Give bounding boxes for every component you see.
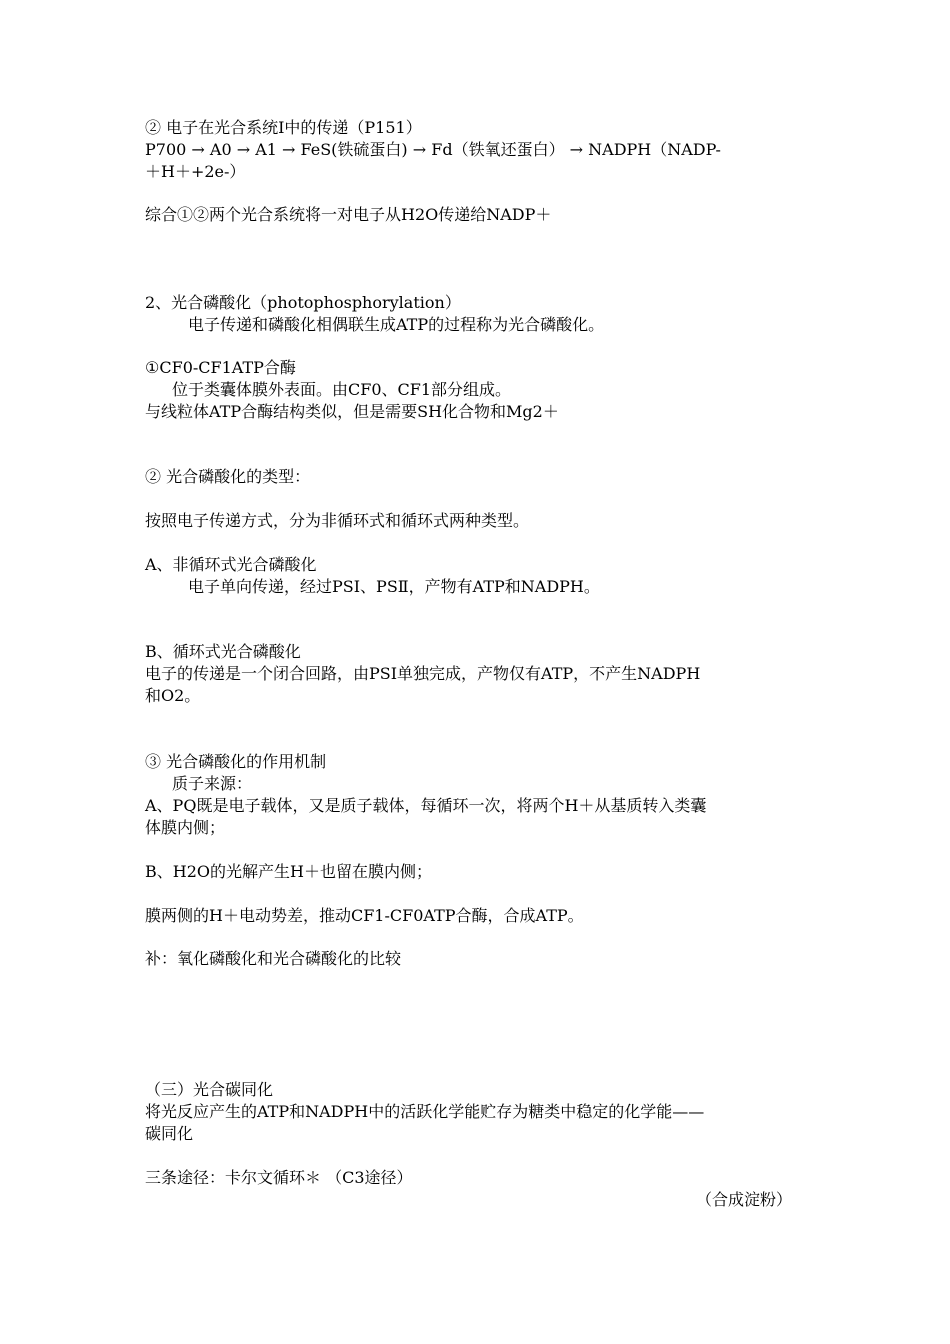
text-line: 三条途径：卡尔文循环＊ （C3途径）	[145, 1168, 413, 1187]
text-line: 按照电子传递方式，分为非循环式和循环式两种类型。	[145, 511, 530, 530]
text-line: P700 → A0 → A1 → FeS(铁硫蛋白) → Fd（铁氧还蛋白） → NADPH（NADP-	[145, 140, 721, 159]
section-heading: 2、光合磷酸化（photophosphorylation）	[145, 293, 461, 312]
text-line: 补：氧化磷酸化和光合磷酸化的比较	[145, 949, 402, 968]
text-line: 位于类囊体膜外表面。由CF0、CF1部分组成。	[172, 380, 512, 399]
text-line: 综合①②两个光合系统将一对电子从H2O传递给NADP＋	[145, 205, 552, 224]
text-line: 和O2。	[145, 686, 201, 705]
text-line: 碳同化	[145, 1124, 194, 1143]
text-line: B、循环式光合磷酸化	[145, 642, 301, 661]
text-line: B、H2O的光解产生H＋也留在膜内侧；	[145, 862, 432, 881]
text-line: 与线粒体ATP合酶结构类似，但是需要SH化合物和Mg2＋	[145, 402, 559, 421]
text-line: 体膜内侧；	[145, 818, 226, 837]
text-line: 质子来源：	[172, 774, 253, 793]
text-line: ② 电子在光合系统Ⅰ中的传递（P151）	[145, 118, 422, 137]
text-line: （合成淀粉）	[695, 1190, 792, 1209]
section-heading: （三）光合碳同化	[145, 1080, 274, 1099]
text-line: 电子单向传递，经过PSⅠ、PSⅡ，产物有ATP和NADPH。	[188, 577, 600, 596]
text-line: 膜两侧的H＋电动势差，推动CF1-CF0ATP合酶，合成ATP。	[145, 906, 584, 925]
text-line: ①CF0-CF1ATP合酶	[145, 358, 296, 377]
text-line: A、PQ既是电子载体，又是质子载体，每循环一次，将两个H＋从基质转入类囊	[145, 796, 707, 815]
text-line: ＋H＋+2e-）	[145, 162, 246, 181]
text-line: ③ 光合磷酸化的作用机制	[145, 752, 327, 771]
text-line: 将光反应产生的ATP和NADPH中的活跃化学能贮存为糖类中稳定的化学能——	[145, 1102, 705, 1121]
text-line: 电子的传递是一个闭合回路，由PSⅠ单独完成，产物仅有ATP，不产生NADPH	[145, 664, 701, 683]
text-line: ② 光合磷酸化的类型：	[145, 467, 311, 486]
text-line: 电子传递和磷酸化相偶联生成ATP的过程称为光合磷酸化。	[188, 315, 605, 334]
text-line: A、非循环式光合磷酸化	[145, 555, 317, 574]
